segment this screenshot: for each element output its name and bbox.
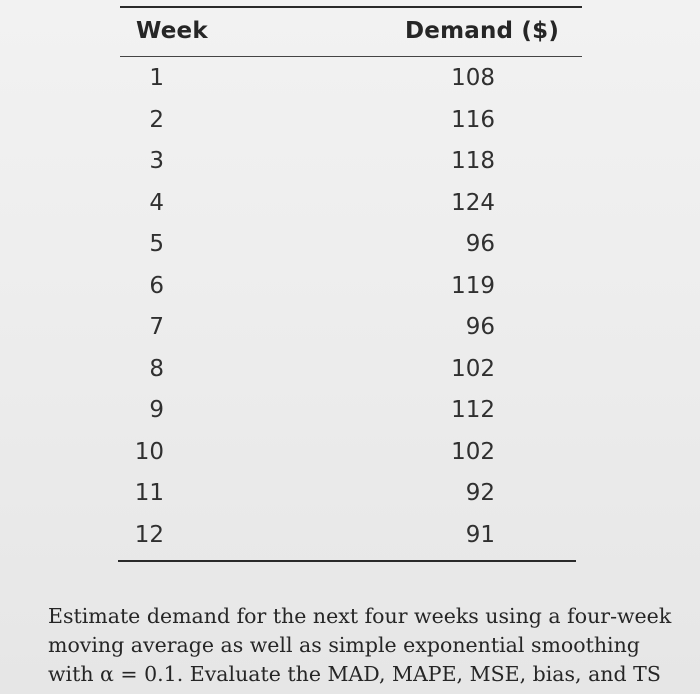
table-row: [120, 307, 582, 349]
week-cell: 5: [149, 231, 164, 257]
table-row: [120, 390, 582, 432]
week-cell: 11: [134, 480, 164, 506]
demand-cell: 96: [465, 314, 495, 340]
demand-cell: 119: [451, 272, 495, 299]
week-cell: 4: [149, 189, 164, 216]
table-row: [120, 58, 582, 100]
table-row: [120, 224, 582, 266]
week-cell: 9: [149, 397, 164, 423]
header-demand: Demand ($): [405, 18, 560, 44]
week-cell: 8: [149, 355, 164, 382]
table-top-rule: [120, 6, 582, 8]
header-week: Week: [136, 18, 208, 44]
demand-cell: 112: [451, 397, 495, 423]
week-cell: 3: [149, 148, 164, 174]
question-text: [48, 602, 688, 689]
table-bottom-rule: [118, 560, 576, 562]
table-header-rule: [120, 56, 582, 57]
table-row: [120, 515, 582, 557]
week-cell: 10: [134, 438, 164, 465]
week-cell: 6: [149, 272, 164, 299]
demand-cell: 96: [465, 231, 495, 257]
table-row: [120, 141, 582, 183]
demand-cell: 102: [451, 355, 495, 382]
week-cell: 2: [149, 106, 164, 133]
week-cell: 7: [149, 314, 164, 340]
question-line: with α = 0.1. Evaluate the MAD, MAPE, MSE, bias, and TS: [48, 662, 661, 686]
question-line: Estimate demand for the next four weeks using a four-week: [48, 604, 672, 628]
demand-cell: 124: [451, 189, 495, 216]
week-cell: 1: [149, 65, 164, 91]
demand-cell: 92: [465, 480, 495, 506]
demand-cell: 118: [451, 148, 495, 174]
table-row: [120, 183, 582, 225]
demand-cell: 102: [451, 438, 495, 465]
table-row: [120, 432, 582, 474]
demand-table-body: [120, 58, 582, 556]
week-cell: 12: [134, 521, 164, 548]
table-row: [120, 473, 582, 515]
demand-cell: 116: [451, 106, 495, 133]
table-row: [120, 266, 582, 308]
table-row: [120, 349, 582, 391]
demand-cell: 91: [465, 521, 495, 548]
table-row: [120, 100, 582, 142]
demand-cell: 108: [451, 65, 495, 91]
question-line: moving average as well as simple exponential smoothing: [48, 633, 640, 657]
